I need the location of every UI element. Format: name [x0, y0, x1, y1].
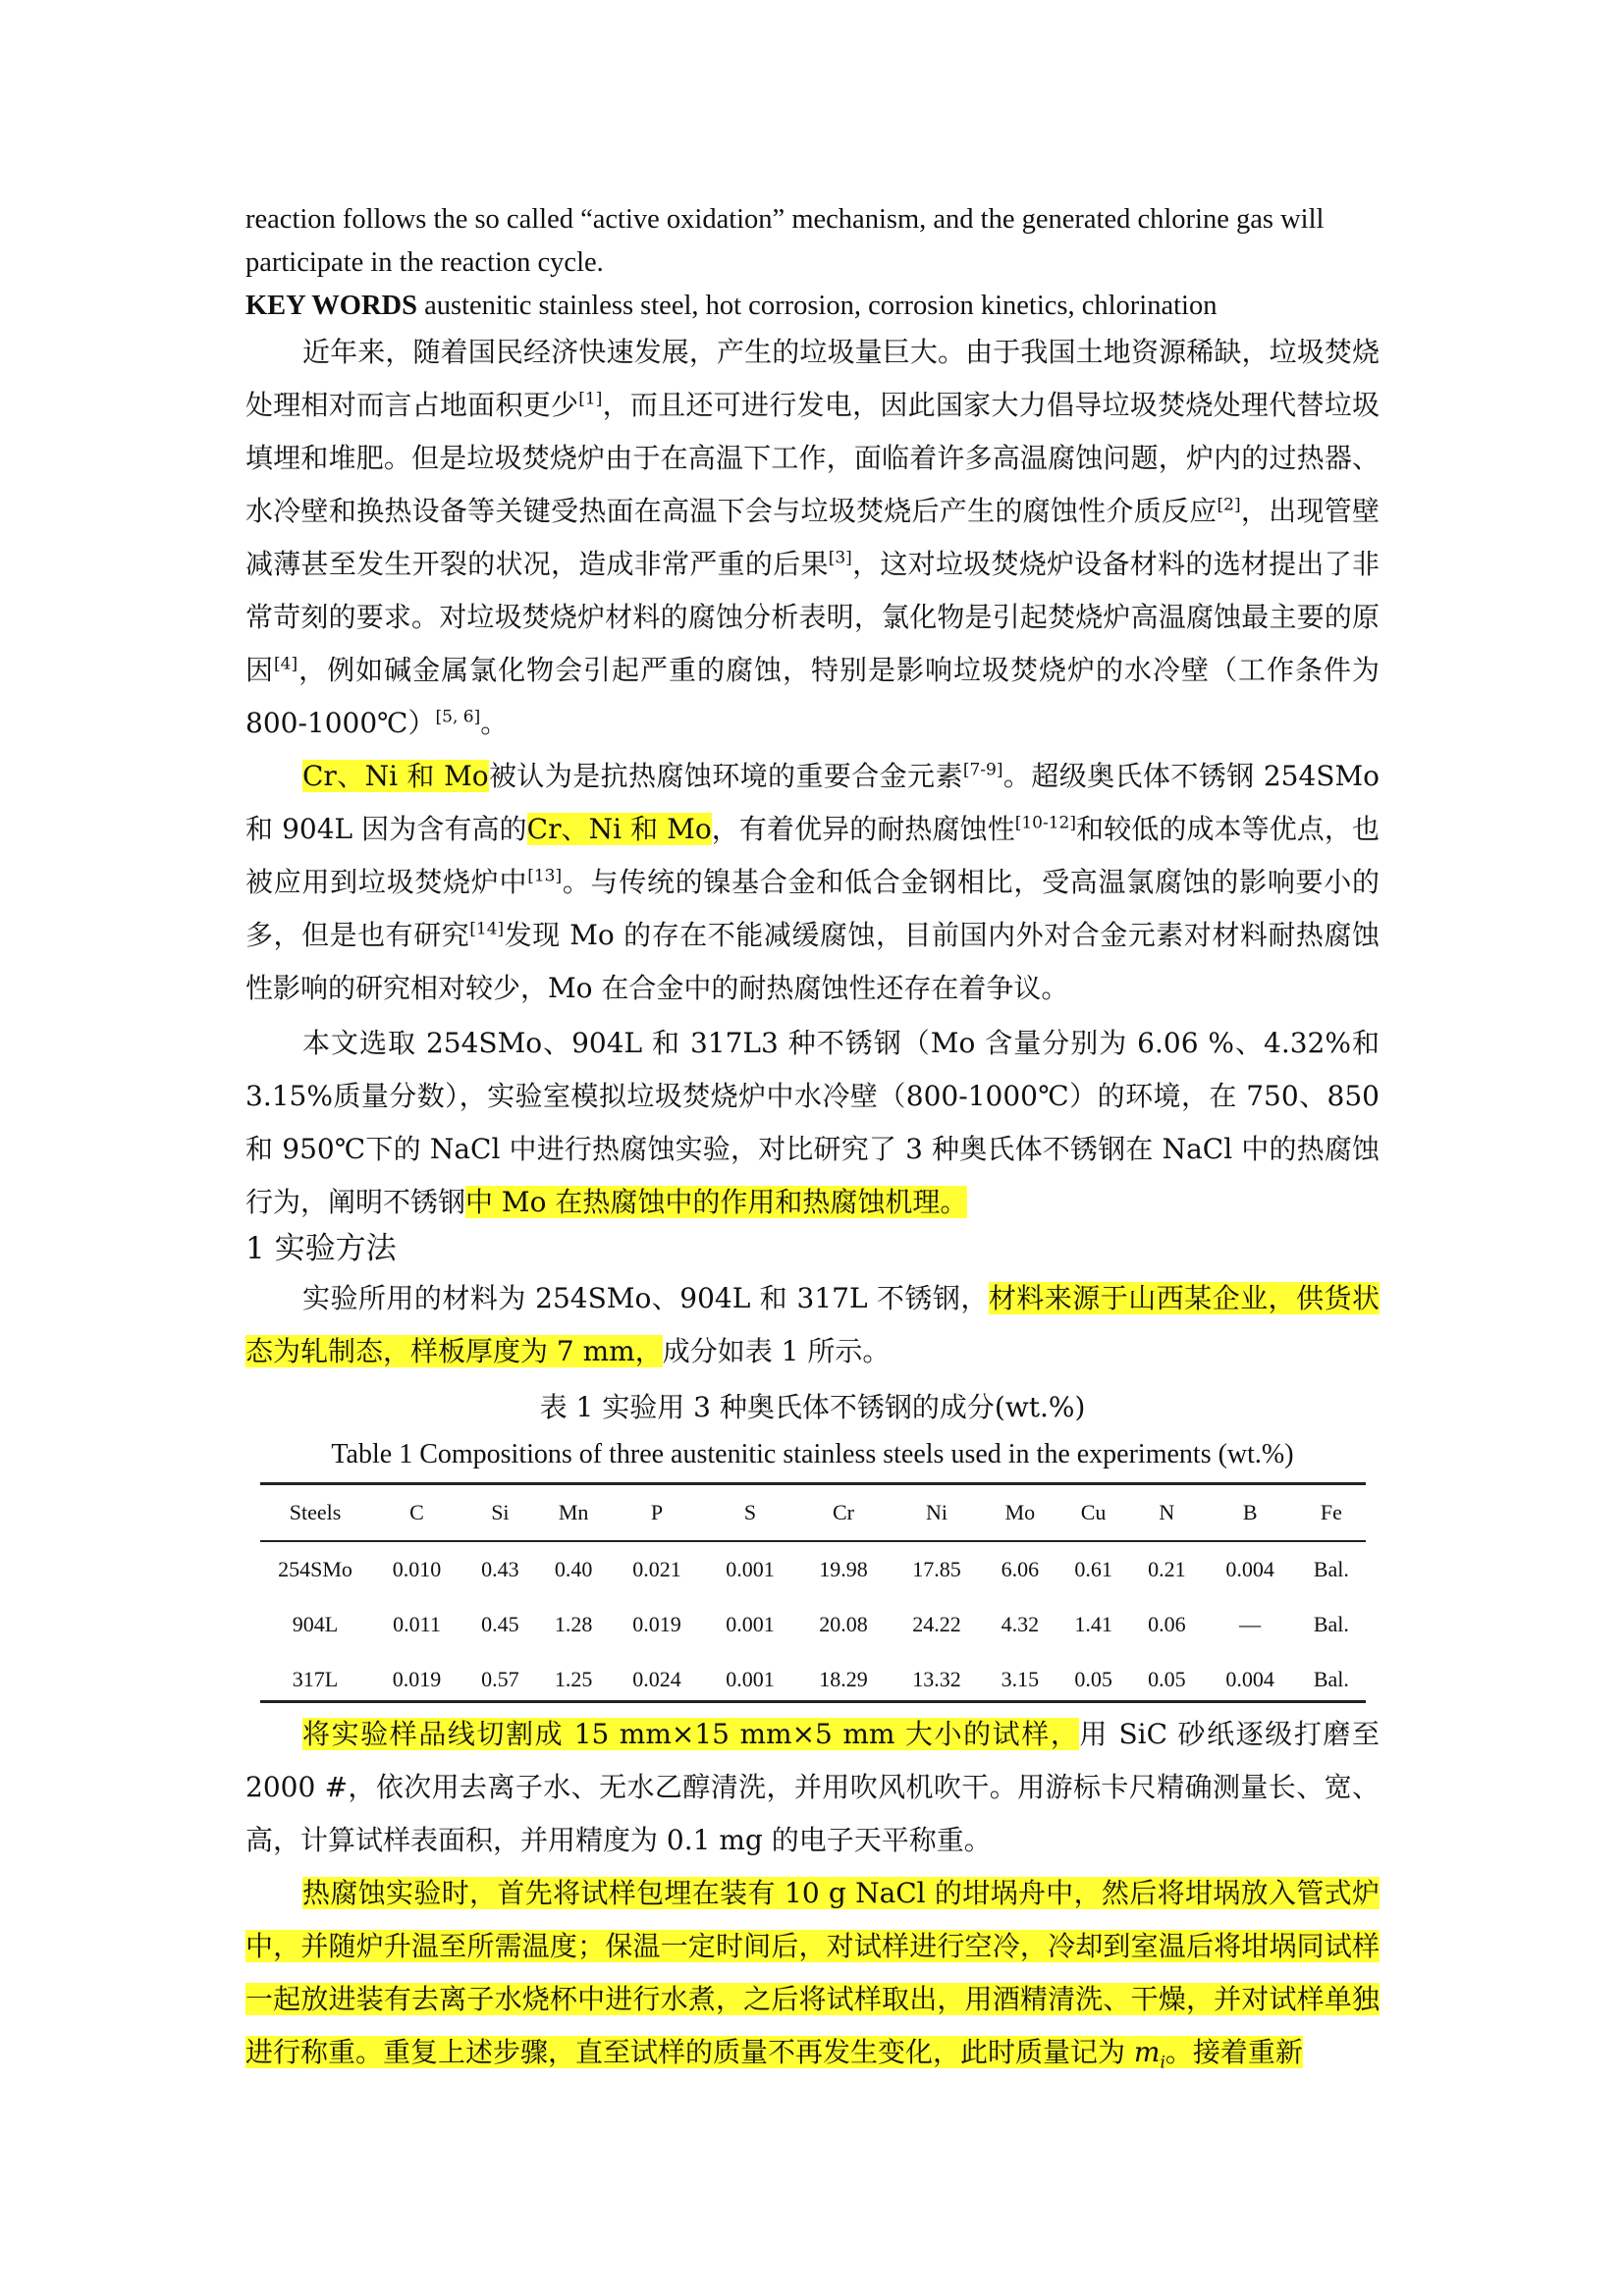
- table-cell: Bal.: [1313, 1612, 1349, 1636]
- mass-variable: m: [1133, 2036, 1161, 2068]
- para1-text-3: ，出现管壁减薄甚至发生开裂的状况，造成非常严重的后果: [245, 495, 1380, 580]
- table-header-cell: Cr: [796, 1484, 890, 1541]
- keywords-text: austenitic stainless steel, hot corrosion, corrosion kinetics, chlorination: [417, 291, 1218, 321]
- para2-text-5: 。与传统的镍基合金和低合金钢相比，受高温氯腐蚀的影响要小的多，但是也有研究: [245, 866, 1380, 951]
- table-row: [260, 1597, 1366, 1652]
- mass-subscript: i: [1160, 2053, 1165, 2073]
- para2-text-4: 和较低的成本等优点，也被应用到垃圾焚烧炉中: [245, 813, 1380, 898]
- table-cell: 0.05: [1074, 1667, 1112, 1691]
- para2-text-6: 发现 Mo 的存在不能减缓腐蚀，目前国内外对合金元素对材料耐热腐蚀性影响的研究相对较少，Mo 在合金中的耐热腐蚀性还存在着争议。: [245, 919, 1380, 1004]
- table-cell: Bal.: [1313, 1667, 1349, 1691]
- citation-1: [1]: [578, 389, 603, 409]
- table-cell: 3.15: [1001, 1667, 1040, 1691]
- table-row: [260, 1652, 1366, 1707]
- table-cell: —: [1239, 1612, 1262, 1636]
- para2-text-1: 被认为是抗热腐蚀环境的重要合金元素: [488, 760, 963, 792]
- para1-text-5: ，例如碱金属氯化物会引起严重的腐蚀，特别是影响垃圾焚烧炉的水冷壁（工作条件为 800-1000℃）: [245, 654, 1380, 739]
- citation-4: [4]: [274, 654, 298, 674]
- highlight-procedure: [245, 1877, 1380, 2073]
- paragraph-corrosion-procedure: [245, 1867, 1380, 2090]
- citation-7-9: [7-9]: [962, 760, 1003, 780]
- para4-text-2: 成分如表 1 所示。: [662, 1335, 891, 1367]
- abstract-line-1: reaction follows the so called “active oxidation” mechanism, and the generated chlorine gas will: [245, 204, 1325, 235]
- citation-5-6: [5, 6]: [435, 707, 481, 727]
- para1-text-4: ，这对垃圾焚烧炉设备材料的选材提出了非常苛刻的要求。对垃圾焚烧炉材料的腐蚀分析表明，氯化物是引起焚烧炉高温腐蚀最主要的原因: [245, 548, 1380, 686]
- table-cell: 1.41: [1074, 1612, 1112, 1636]
- citation-2: [2]: [1217, 495, 1241, 515]
- table-header-cell: Si: [463, 1484, 537, 1541]
- table-cell: 0.43: [481, 1557, 519, 1581]
- table-cell: 0.21: [1148, 1557, 1186, 1581]
- abstract-line-2: participate in the reaction cycle.: [245, 247, 604, 278]
- table-cell: 20.08: [819, 1612, 868, 1636]
- para5-text-1: 用 SiC 砂纸逐级打磨至 2000 #，依次用去离子水、无水乙醇清洗，并用吹风机吹干。用游标卡尺精确测量长、宽、高，计算试样表面积，并用精度为 0.1 mg 的电子天平称重。: [245, 1718, 1380, 1856]
- table-cell: 0.001: [726, 1612, 775, 1636]
- paragraph-alloy-elements: [245, 750, 1380, 1015]
- table-cell: 317L: [292, 1667, 339, 1691]
- para3-text-1: 本文选取 254SMo、904L 和 317L3 种不锈钢（Mo 含量分别为 6.06 %、4.32%和 3.15%质量分数），实验室模拟垃圾焚烧炉中水冷壁（800-1000℃）的环境，在 750、850 和 950℃下的 NaCl 中进行热腐蚀实验，对比研究了 3 种奥氏体不锈钢在 NaCl 中的热腐蚀行为，阐明不锈钢: [245, 1027, 1380, 1218]
- citation-10-12: [10-12]: [1014, 813, 1077, 833]
- composition-table: [260, 1484, 1366, 1707]
- table-cell: 0.004: [1225, 1667, 1274, 1691]
- table-cell: 19.98: [819, 1557, 868, 1581]
- table-header-cell: Fe: [1297, 1484, 1366, 1541]
- table-header-cell: Mo: [984, 1484, 1057, 1541]
- table-bottom-rule: [260, 1700, 1366, 1703]
- table-caption-en: Table 1 Compositions of three austenitic stainless steels used in the experiments (wt.%): [331, 1439, 1294, 1469]
- procedure-text-end: 。接着重新: [1164, 2036, 1303, 2068]
- keywords-label: KEY WORDS: [245, 291, 417, 321]
- table-cell: 1.28: [554, 1612, 593, 1636]
- para4-text-1: 实验所用的材料为 254SMo、904L 和 317L 不锈钢，: [302, 1282, 989, 1314]
- table-cell: 0.019: [632, 1612, 681, 1636]
- table-cell: Bal.: [1313, 1557, 1349, 1581]
- para2-text-2: 。超级奥氏体不锈钢 254SMo 和 904L 因为含有高的: [245, 760, 1380, 845]
- table-cell: 24.22: [912, 1612, 961, 1636]
- table-cell: 0.06: [1148, 1612, 1186, 1636]
- table-cell: 0.40: [554, 1557, 593, 1581]
- table-cell: 0.61: [1074, 1557, 1112, 1581]
- paragraph-materials: [245, 1272, 1380, 1378]
- table-cell: 0.024: [632, 1667, 681, 1691]
- table-row: [260, 1541, 1366, 1597]
- table-cell: 0.010: [392, 1557, 442, 1581]
- highlight-mo-role: 中 Mo 在热腐蚀中的作用和热腐蚀机理。: [465, 1186, 968, 1218]
- highlight-material-source: 材料来源于山西某企业，供货状态为轧制态，样板厚度为 7 mm，: [245, 1282, 1380, 1367]
- keywords-line: [245, 285, 1380, 328]
- table-body: [260, 1541, 1366, 1707]
- table-cell: 1.25: [554, 1667, 593, 1691]
- table-header-cell: Steels: [260, 1484, 370, 1541]
- table-cell: 0.004: [1225, 1557, 1274, 1581]
- table-caption-zh: 表 1 实验用 3 种奥氏体不锈钢的成分(wt.%): [539, 1391, 1086, 1423]
- table-cell: 18.29: [819, 1667, 868, 1691]
- table-cell: 0.05: [1148, 1667, 1186, 1691]
- table-header-cell: P: [610, 1484, 703, 1541]
- table-cell: 0.021: [632, 1557, 681, 1581]
- table-cell: 0.019: [392, 1667, 442, 1691]
- highlight-cr-ni-mo-2: Cr、Ni 和 Mo: [526, 813, 712, 845]
- table-header-row: [260, 1484, 1366, 1541]
- citation-13: [13]: [527, 866, 563, 886]
- table-cell: 0.001: [726, 1667, 775, 1691]
- table-cell: 0.45: [481, 1612, 519, 1636]
- abstract-tail: [245, 198, 1380, 328]
- table-header-cell: S: [703, 1484, 796, 1541]
- table-header-cell: Mn: [537, 1484, 611, 1541]
- para2-text-3: ，有着优异的耐热腐蚀性: [711, 813, 1015, 845]
- table-cell: 0.57: [481, 1667, 519, 1691]
- table-cell: 0.011: [393, 1612, 441, 1636]
- procedure-text: 热腐蚀实验时，首先将试样包埋在装有 10 g NaCl 的坩埚舟中，然后将坩埚放入管式炉中，并随炉升温至所需温度；保温一定时间后，对试样进行空冷，冷却到室温后将坩埚同试样一起放进装有去离子水烧杯中进行水煮，之后将试样取出，用酒精清洗、干燥，并对试样单独进行称重。重复上述步骤，直至试样的质量不再发生变化，此时质量记为: [245, 1877, 1380, 2068]
- paragraph-intro: [245, 326, 1380, 750]
- table-header-cell: Cu: [1056, 1484, 1130, 1541]
- table-header-cell: Ni: [891, 1484, 984, 1541]
- table-cell: 254SMo: [278, 1557, 352, 1581]
- table-cell: 13.32: [912, 1667, 961, 1691]
- section-heading-methods: 1 实验方法: [245, 1231, 397, 1266]
- table-cell: 0.001: [726, 1557, 775, 1581]
- para1-text-1: 近年来，随着国民经济快速发展，产生的垃圾量巨大。由于我国土地资源稀缺，垃圾焚烧处理相对而言占地面积更少: [245, 336, 1380, 421]
- table-header-cell: B: [1204, 1484, 1297, 1541]
- table-header-cell: N: [1130, 1484, 1204, 1541]
- table-cell: 904L: [292, 1612, 339, 1636]
- highlight-sample-size: 将实验样品线切割成 15 mm×15 mm×5 mm 大小的试样，: [302, 1718, 1080, 1750]
- citation-3: [3]: [828, 548, 852, 568]
- citation-14: [14]: [469, 919, 505, 939]
- table-cell: 17.85: [912, 1557, 961, 1581]
- highlight-cr-ni-mo: Cr、Ni 和 Mo: [302, 760, 489, 792]
- table-cell: 6.06: [1001, 1557, 1040, 1581]
- table-cell: 4.32: [1001, 1612, 1040, 1636]
- table-header-cell: C: [370, 1484, 463, 1541]
- paragraph-sample-prep: [245, 1708, 1380, 1867]
- paragraph-study-aim: [245, 1017, 1380, 1229]
- para1-text-2: ，而且还可进行发电，因此国家大力倡导垃圾焚烧处理代替垃圾填埋和堆肥。但是垃圾焚烧炉由于在高温下工作，面临着许多高温腐蚀问题，炉内的过热器、水冷壁和换热设备等关键受热面在高温下会与垃圾焚烧后产生的腐蚀性介质反应: [245, 389, 1380, 527]
- para1-text-6: 。: [480, 707, 509, 739]
